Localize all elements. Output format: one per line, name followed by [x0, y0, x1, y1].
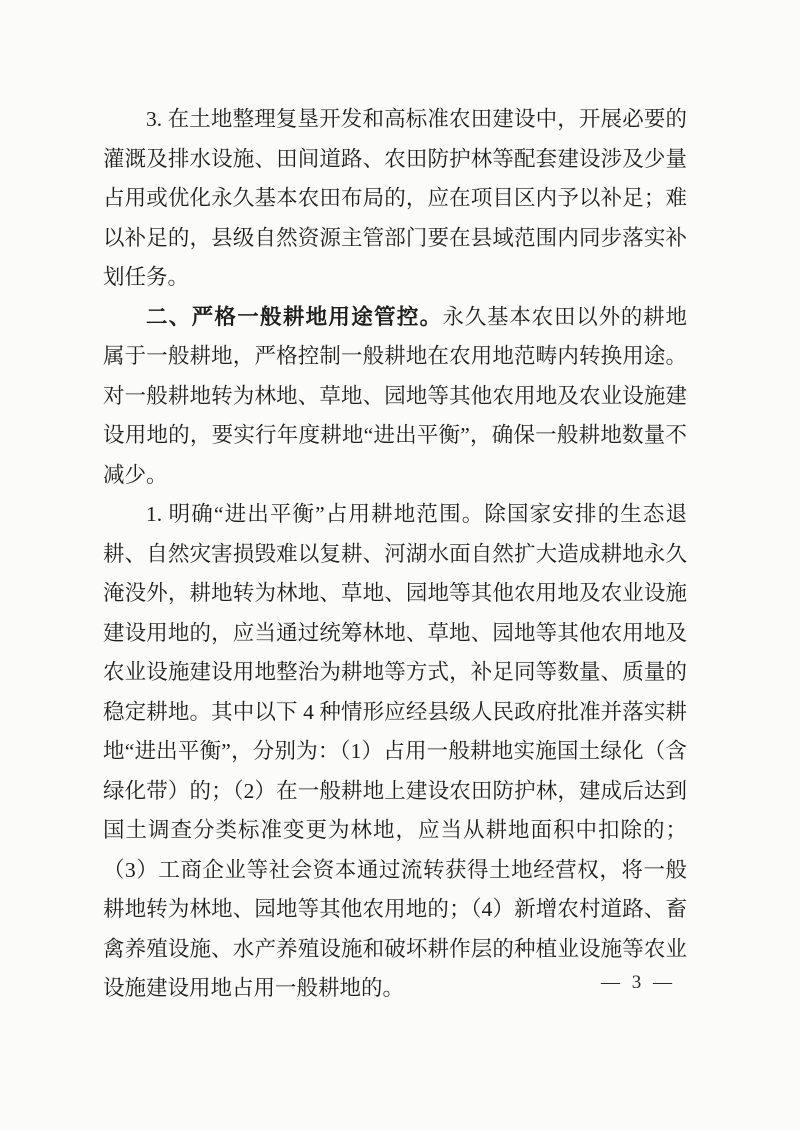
section-heading-text: 二、严格一般耕地用途管控。: [146, 304, 443, 329]
document-body: [103, 100, 687, 1009]
paragraph-text: 永久基本农田以外的耕地属于一般耕地，严格控制一般耕地在农用地范畴内转换用途。对一般耕地转为林地、草地、园地等其他农用地及农业设施建设用地的，要实行年度耕地“进出平衡”，确保一般耕地数量不减少。: [103, 304, 687, 487]
page-number: — 3 —: [601, 972, 672, 993]
paragraph-text: 3. 在土地整理复垦开发和高标准农田建设中，开展必要的灌溉及排水设施、田间道路、农田防护林等配套建设涉及少量占用或优化永久基本农田布局的，应在项目区内予以补足；难以补足的，县级自然资源主管部门要在县域范围内同步落实补划任务。: [103, 107, 687, 289]
paragraph-item-3: [103, 100, 687, 298]
paragraph-text: 1. 明确“进出平衡”占用耕地范围。除国家安排的生态退耕、自然灾害损毁难以复耕、河湖水面自然扩大造成耕地永久淹没外，耕地转为林地、草地、园地等其他农用地及农业设施建设用地的，应当通过统筹林地、草地、园地等其他农用地及农业设施建设用地整治为耕地等方式，补足同等数量、质量的稳定耕地。其中以下 4 种情形应经县级人民政府批准并落实耕地“进出平衡”，分别为：（1）占用一般耕地实施国土绿化（含绿化带）的；（2）在一般耕地上建设农田防护林，建成后达到国土调查分类标准变更为林地，应当从耕地面积中扣除的；（3）工商企业等社会资本通过流转获得土地经营权，将一般耕地转为林地、园地等其他农用地的；（4）新增农村道路、畜禽养殖设施、水产养殖设施和破坏耕作层的种植业设施等农业设施建设用地占用一般耕地的。: [103, 502, 687, 1000]
paragraph-section-2: [103, 298, 687, 496]
paragraph-item-1: [103, 495, 687, 1009]
